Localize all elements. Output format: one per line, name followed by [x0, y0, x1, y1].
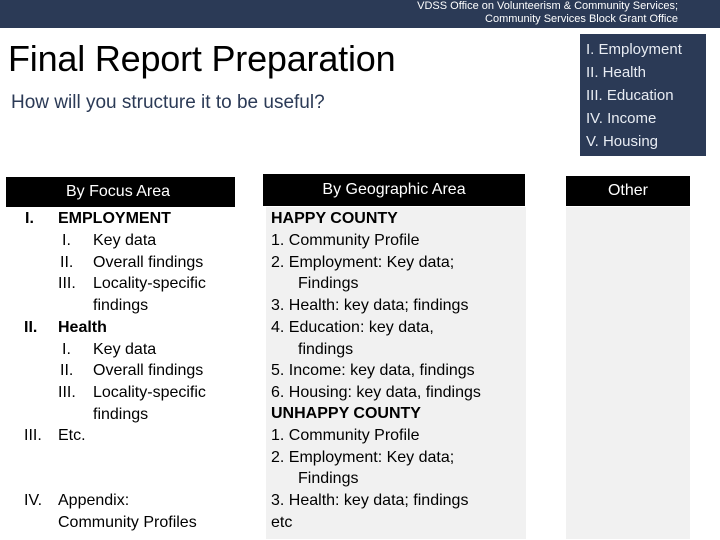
outline-number: I.	[62, 341, 71, 358]
page-subtitle: How will you structure it to be useful?	[11, 92, 325, 113]
other-column-header: Other	[566, 176, 690, 206]
outline-item: Key data	[93, 232, 157, 249]
outline-item: Appendix:	[58, 492, 130, 509]
geo-list-item-continued: findings	[298, 341, 354, 358]
outline-number: IV.	[24, 492, 43, 509]
outline-item-continued: Community Profiles	[58, 514, 197, 531]
focus-area-topic: II. Health	[586, 64, 647, 81]
outline-heading: Health	[58, 319, 107, 336]
county-heading: UNHAPPY COUNTY	[271, 405, 421, 422]
focus-area-topic: III. Education	[586, 87, 674, 104]
outline-item: Key data	[93, 341, 157, 358]
outline-number: III.	[58, 384, 76, 401]
geo-list-item: 5. Income: key data, findings	[271, 362, 475, 379]
office-header-bar	[0, 0, 720, 28]
focus-area-topic: IV. Income	[586, 110, 657, 127]
outline-item: Locality-specific	[93, 275, 206, 292]
outline-item: Overall findings	[93, 254, 204, 271]
focus-area-column-header: By Focus Area	[6, 177, 235, 207]
office-name-line2: Community Services Block Grant Office	[485, 13, 678, 25]
outline-number: I.	[25, 210, 34, 227]
outline-number: I.	[62, 232, 71, 249]
geo-list-item: 2. Employment: Key data;	[271, 254, 455, 271]
outline-heading: EMPLOYMENT	[58, 210, 171, 227]
geo-list-item: 3. Health: key data; findings	[271, 297, 469, 314]
page-title: Final Report Preparation	[8, 38, 396, 79]
geo-list-item-continued: Findings	[298, 275, 359, 292]
outline-number: II.	[60, 254, 74, 271]
geographic-area-column-header: By Geographic Area	[263, 174, 525, 206]
geo-list-item: 1. Community Profile	[271, 427, 420, 444]
focus-area-list-box	[580, 34, 706, 156]
office-name-line1: VDSS Office on Volunteerism & Community Services;	[417, 0, 678, 12]
geo-list-item-continued: Findings	[298, 470, 359, 487]
outline-item-continued: findings	[93, 297, 149, 314]
other-column-body	[566, 207, 690, 539]
outline-number: II.	[24, 319, 38, 336]
geo-list-item: 2. Employment: Key data;	[271, 449, 455, 466]
outline-number: II.	[60, 362, 74, 379]
geo-list-item: 4. Education: key data,	[271, 319, 434, 336]
outline-item: Etc.	[58, 427, 86, 444]
focus-area-topic: V. Housing	[586, 133, 658, 150]
outline-item-continued: findings	[93, 406, 149, 423]
outline-number: III.	[24, 427, 42, 444]
geo-list-item: 3. Health: key data; findings	[271, 492, 469, 509]
geo-list-item: 6. Housing: key data, findings	[271, 384, 481, 401]
focus-area-topic: I. Employment	[586, 41, 682, 58]
county-heading: HAPPY COUNTY	[271, 210, 398, 227]
geo-list-item: etc	[271, 514, 293, 531]
outline-item: Locality-specific	[93, 384, 206, 401]
outline-number: III.	[58, 275, 76, 292]
geo-list-item: 1. Community Profile	[271, 232, 420, 249]
outline-item: Overall findings	[93, 362, 204, 379]
